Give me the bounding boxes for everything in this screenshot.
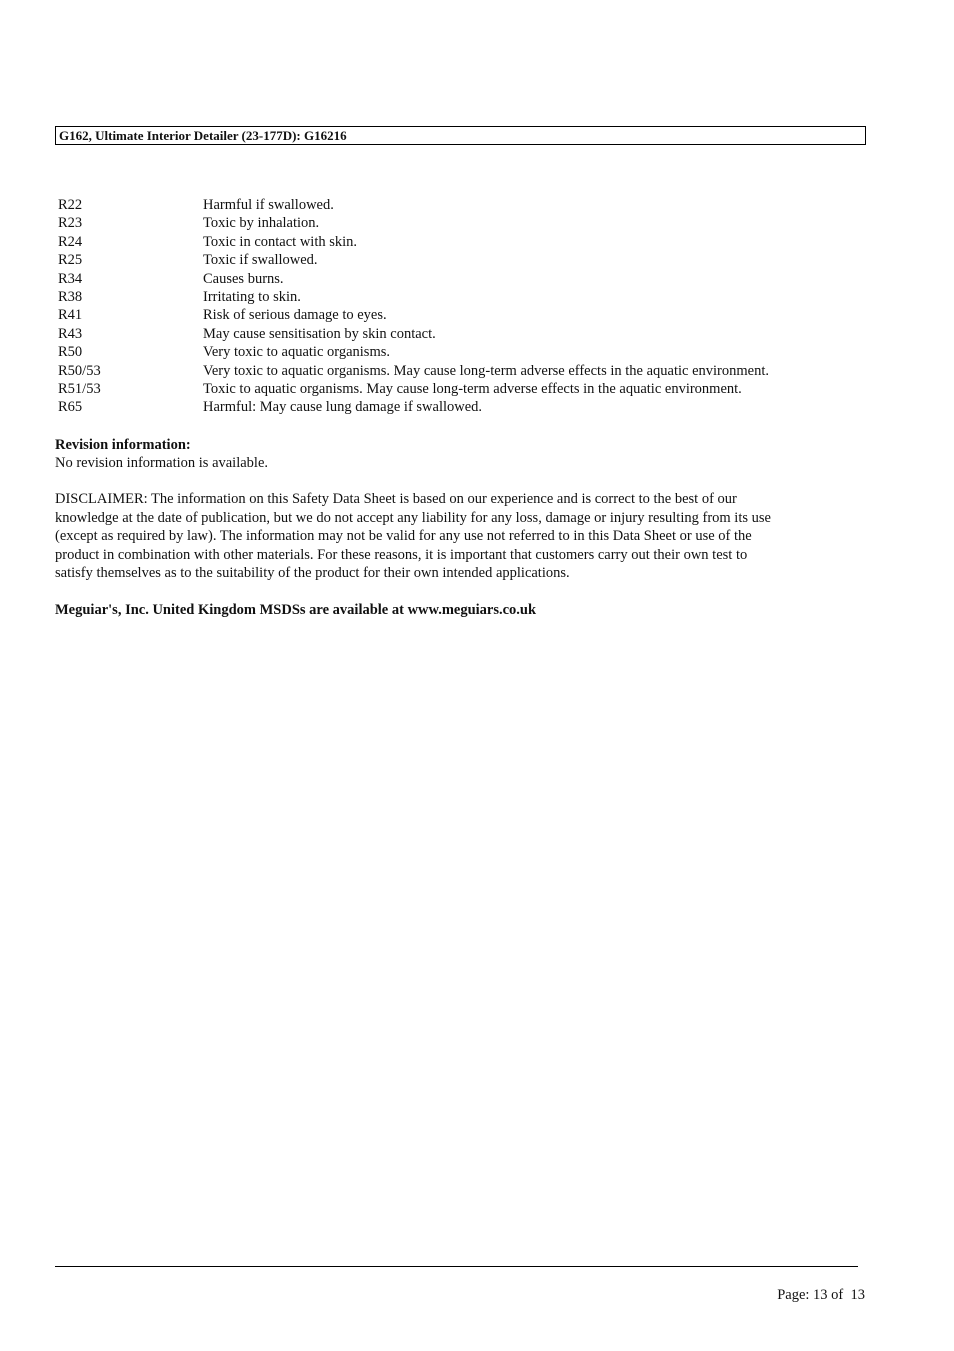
risk-phrase-row [58,380,878,398]
risk-phrase-row [58,325,878,343]
risk-phrase-text: Very toxic to aquatic organisms. May cause long-term adverse effects in the aquatic environment. [203,362,769,379]
risk-phrase-text: Toxic if swallowed. [203,252,318,269]
msds-availability-note: Meguiar's, Inc. United Kingdom MSDSs are available at www.meguiars.co.uk [55,602,537,618]
disclaimer-line: DISCLAIMER: The information on this Safety Data Sheet is based on our experience and is correct to the best of our [55,491,737,507]
risk-phrases-list [58,196,878,417]
disclaimer-line: product in combination with other materials. For these reasons, it is important that customers carry out their own test to [55,546,748,563]
risk-phrase-row [58,233,878,251]
risk-phrase-code: R34 [58,270,83,287]
risk-phrase-text: Risk of serious damage to eyes. [203,307,387,324]
risk-phrase-row [58,214,878,232]
risk-phrase-row [58,270,878,288]
risk-phrase-code: R22 [58,197,83,213]
risk-phrase-code: R41 [58,307,83,324]
risk-phrase-row [58,343,878,361]
risk-phrase-code: R50/53 [58,362,101,379]
risk-phrase-code: R24 [58,233,83,250]
risk-phrase-row [58,288,878,306]
risk-phrase-code: R23 [58,215,83,232]
risk-phrase-text: Very toxic to aquatic organisms. [203,344,390,361]
risk-phrase-text: Toxic by inhalation. [203,215,320,232]
revision-heading: Revision information: [55,437,191,453]
disclaimer-line: satisfy themselves as to the suitability of the product for their own intended applications. [55,565,570,581]
risk-phrase-text: Irritating to skin. [203,288,301,305]
risk-phrase-text: Toxic to aquatic organisms. May cause long-term adverse effects in the aquatic environment. [203,380,742,397]
disclaimer-line: knowledge at the date of publication, but we do not accept any liability for any loss, damage or injury resulting from its use [55,509,771,526]
risk-phrase-row [58,196,878,214]
document-header-box [55,126,866,145]
risk-phrase-text: Toxic in contact with skin. [203,233,358,250]
page-number: Page: 13 of 13 [777,1287,865,1303]
footer-divider [55,1266,858,1267]
risk-phrase-code: R38 [58,288,83,305]
document-title: G162, Ultimate Interior Detailer (23-177D): G16216 [59,128,347,143]
risk-phrase-code: R65 [58,399,83,416]
risk-phrase-code: R43 [58,325,83,342]
revision-text: No revision information is available. [55,455,269,471]
risk-phrase-text: Causes burns. [203,270,284,287]
risk-phrase-code: R51/53 [58,380,101,397]
risk-phrase-row [58,251,878,269]
risk-phrase-text: Harmful if swallowed. [203,197,334,213]
risk-phrase-text: Harmful: May cause lung damage if swallowed. [203,399,483,416]
risk-phrase-code: R50 [58,344,83,361]
risk-phrase-row [58,306,878,324]
disclaimer-paragraph [55,490,855,583]
risk-phrase-text: May cause sensitisation by skin contact. [203,325,436,342]
risk-phrase-code: R25 [58,252,83,269]
risk-phrase-row [58,362,878,380]
risk-phrase-row [58,398,878,416]
disclaimer-line: (except as required by law). The information may not be valid for any use not referred to in this Data Sheet or use of the [55,528,752,544]
